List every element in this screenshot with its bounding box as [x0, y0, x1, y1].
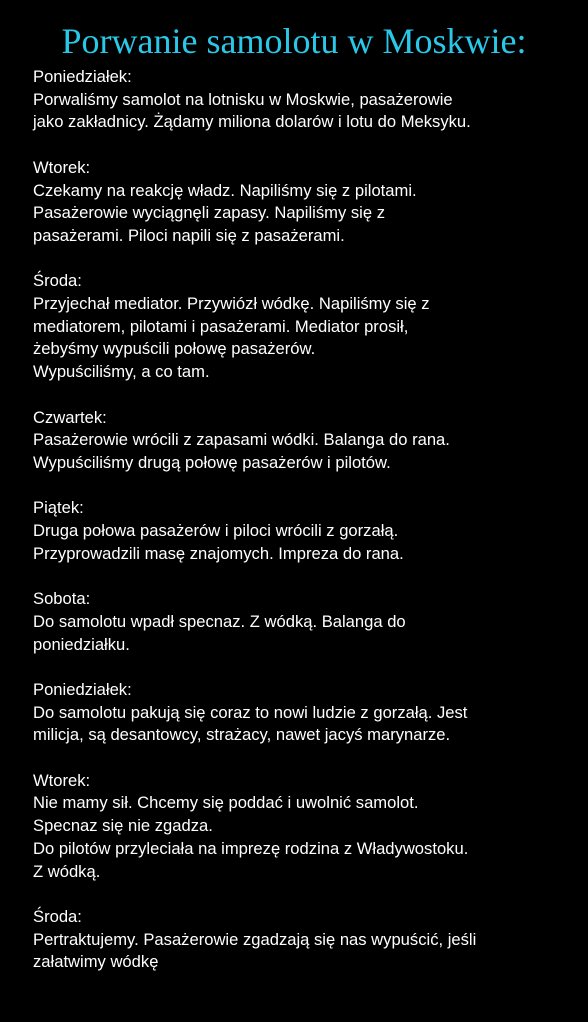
entry-text-line: Porwaliśmy samolot na lotnisku w Moskwie, pasażerowie	[33, 89, 453, 109]
day-heading: Sobota:	[33, 589, 91, 609]
entry-text-line: Pertraktujemy. Pasażerowie zgadzają się nas wypuścić, jeśli	[33, 929, 477, 949]
diary-entry	[33, 270, 578, 384]
day-heading: Środa:	[33, 906, 82, 926]
diary-entry	[33, 679, 578, 747]
entry-text-line: Wypuściliśmy, a co tam.	[33, 362, 210, 382]
page-title: Porwanie samolotu w Moskwie:	[61, 21, 527, 61]
entry-text-line: jako zakładnicy. Żądamy miliona dolarów i lotu do Meksyku.	[33, 112, 471, 132]
entry-text-line: Przyprowadzili masę znajomych. Impreza do rana.	[33, 543, 404, 563]
day-heading: Środa:	[33, 271, 82, 291]
entry-text-line: Do samolotu pakują się coraz to nowi ludzie z gorzałą. Jest	[33, 702, 468, 722]
day-heading: Czwartek:	[33, 407, 107, 427]
entry-text-line: Do pilotów przyleciała na imprezę rodzina z Władywostoku.	[33, 838, 469, 858]
entry-text-line: pasażerami. Piloci napili się z pasażerami.	[33, 225, 345, 245]
entry-text-line: żebyśmy wypuścili połowę pasażerów.	[33, 339, 316, 359]
entry-text-line: Pasażerowie wyciągnęli zapasy. Napiliśmy się z	[33, 203, 385, 223]
day-heading: Poniedziałek:	[33, 67, 132, 86]
diary-entry	[33, 906, 578, 974]
diary-entry	[33, 157, 578, 248]
entry-text-line: Czekamy na reakcję władz. Napiliśmy się z pilotami.	[33, 180, 417, 200]
diary-entry	[33, 588, 578, 656]
entry-text-line: mediatorem, pilotami i pasażerami. Mediator prosił,	[33, 316, 409, 336]
entry-text-line: Przyjechał mediator. Przywiózł wódkę. Napiliśmy się z	[33, 294, 430, 313]
entry-text-line: milicja, są desantowcy, strażacy, nawet jacyś marynarze.	[33, 725, 451, 745]
entry-text-line: Nie mamy sił. Chcemy się poddać i uwolnić samolot.	[33, 793, 419, 813]
entry-text-line: poniedziałku.	[33, 634, 130, 654]
diary-entry	[33, 497, 578, 565]
entry-text-line: Do samolotu wpadł specnaz. Z wódką. Balanga do	[33, 611, 406, 631]
entry-text-line: Specnaz się nie zgadza.	[33, 816, 213, 836]
day-heading: Piątek:	[33, 498, 84, 518]
day-heading: Poniedziałek:	[33, 679, 132, 699]
entry-text-line: Wypuściliśmy drugą połowę pasażerów i pilotów.	[33, 452, 391, 472]
entry-text-line: Z wódką.	[33, 861, 101, 881]
entry-text-line: Pasażerowie wrócili z zapasami wódki. Balanga do rana.	[33, 430, 450, 450]
entry-text-line: załatwimy wódkę	[33, 952, 159, 972]
diary-entry	[33, 66, 578, 134]
day-heading: Wtorek:	[33, 770, 91, 790]
story-text	[33, 66, 578, 997]
diary-entry	[33, 407, 578, 475]
entry-text-line: Druga połowa pasażerów i piloci wrócili z gorzałą.	[33, 521, 399, 540]
day-heading: Wtorek:	[33, 157, 91, 177]
diary-entry	[33, 770, 578, 884]
